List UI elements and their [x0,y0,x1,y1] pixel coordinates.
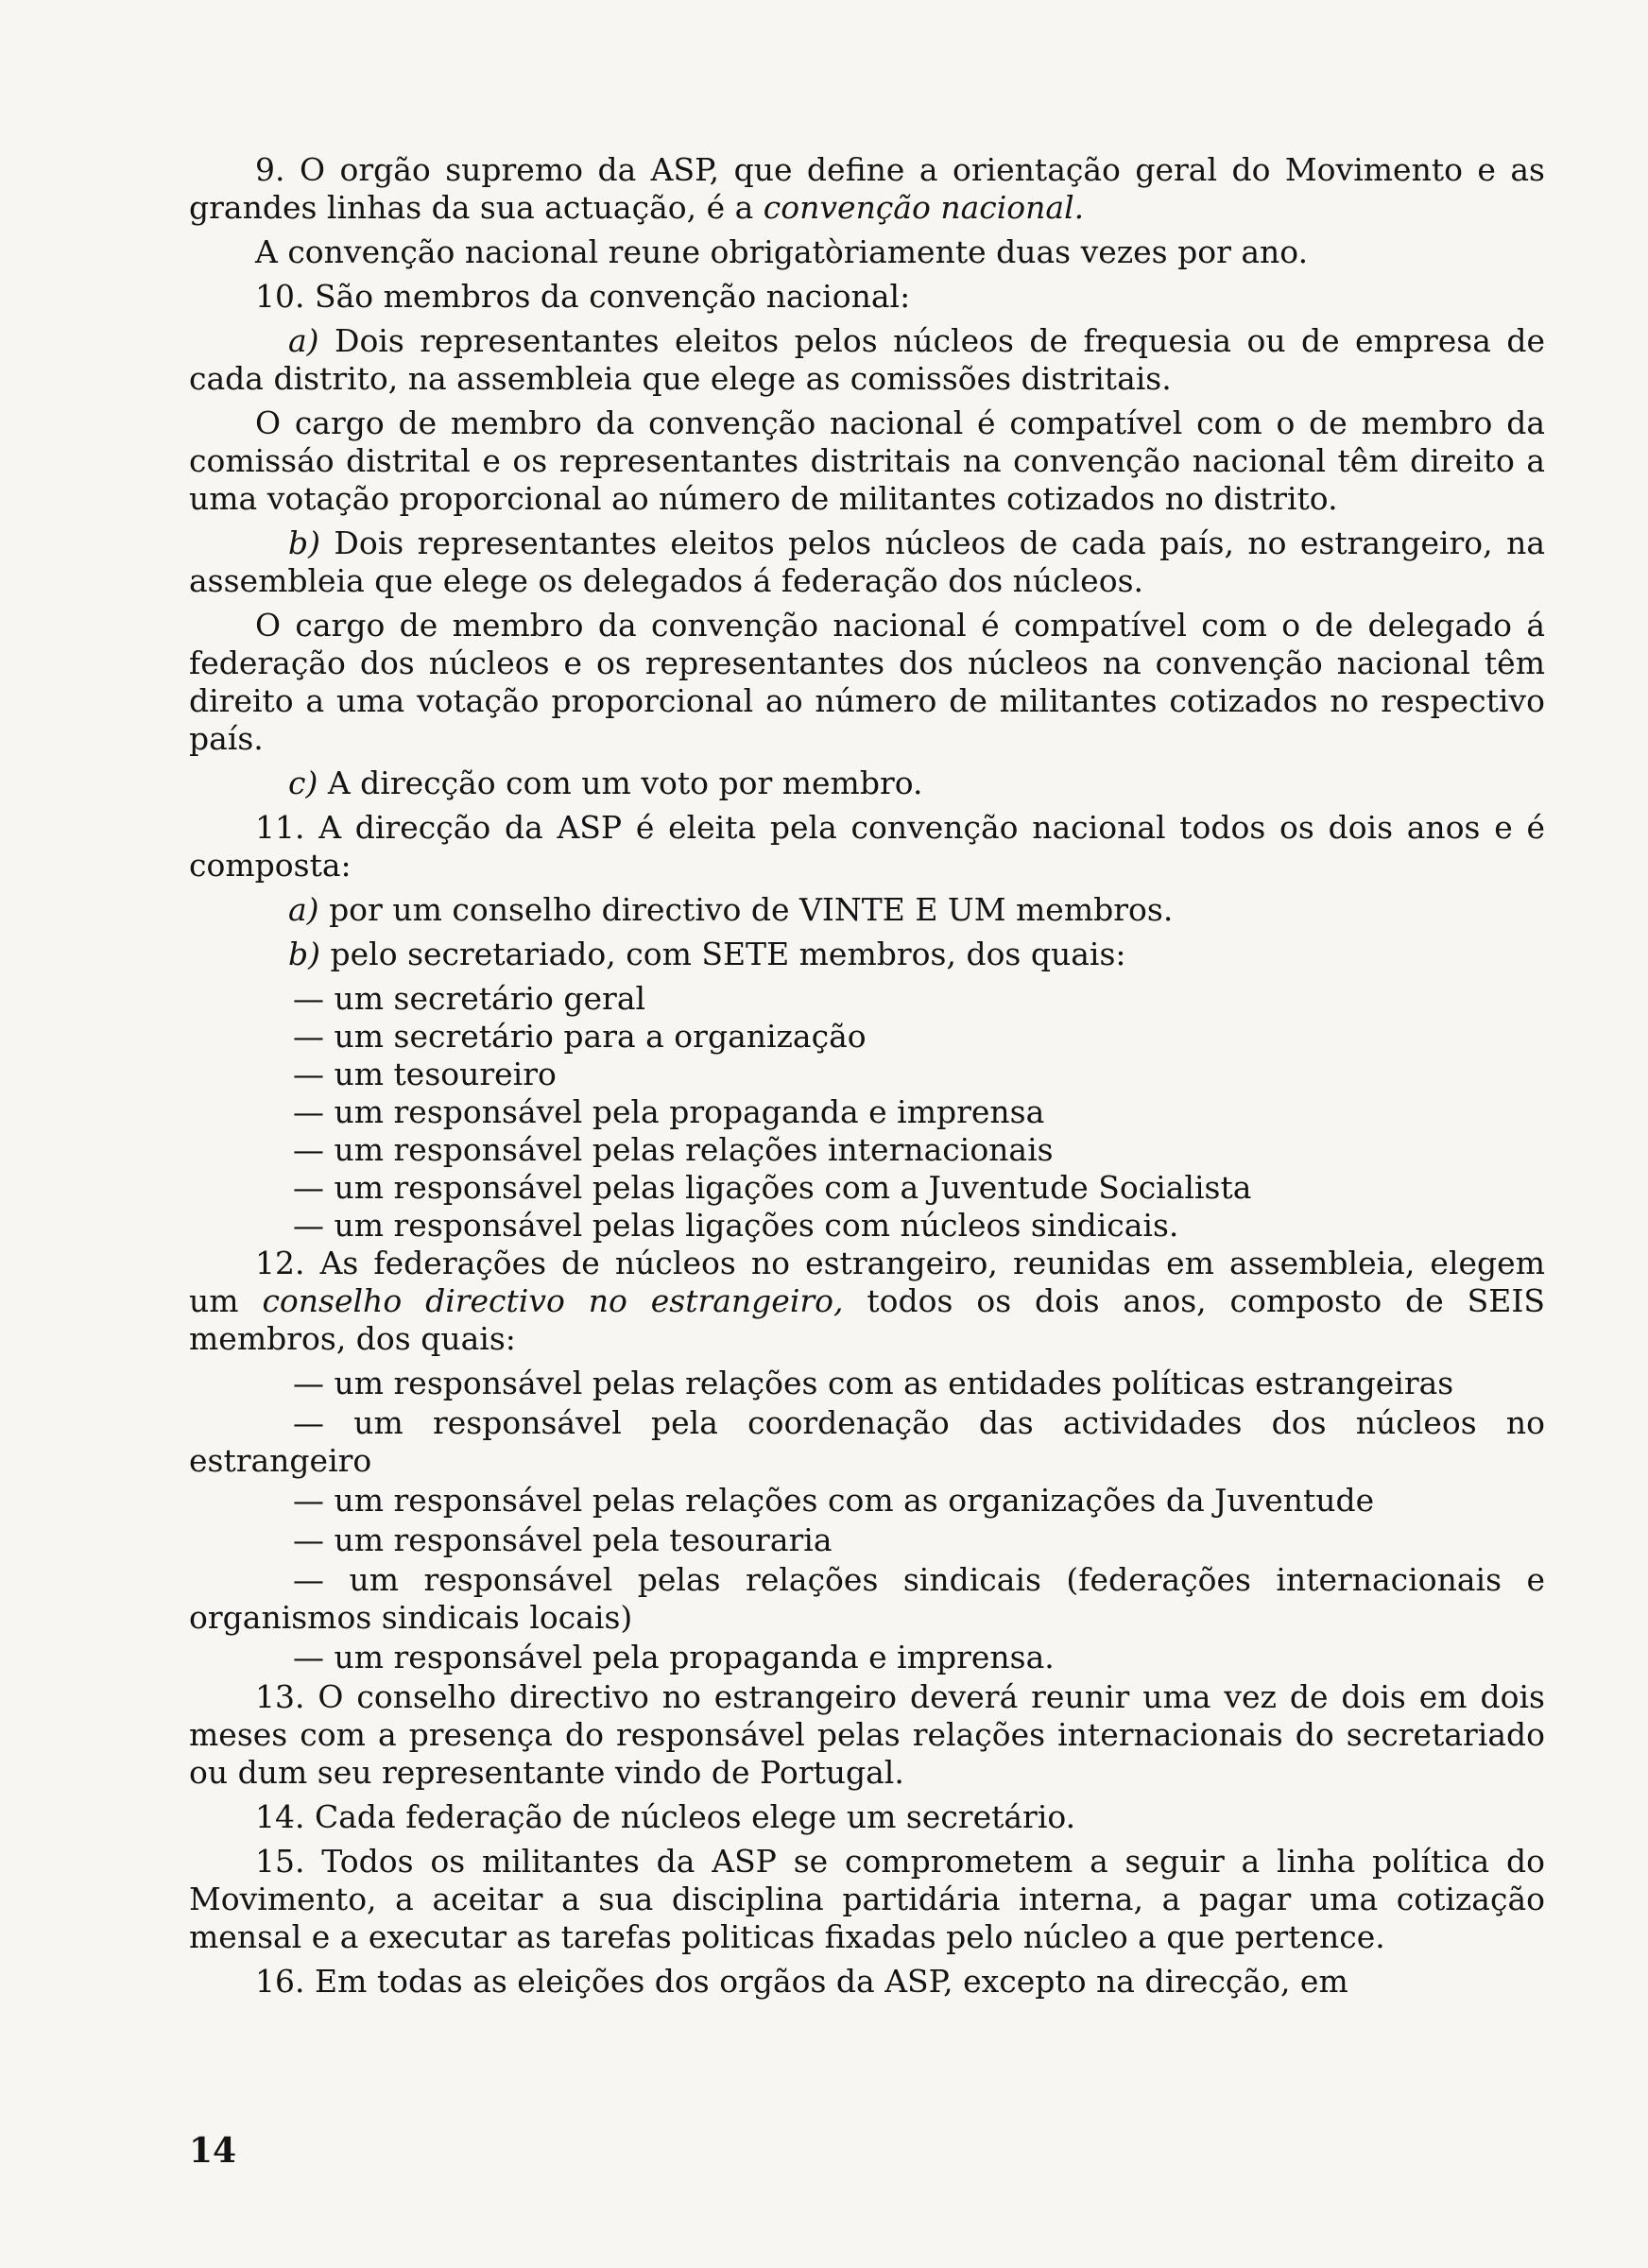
lettered-item [189,936,1545,973]
lettered-item [189,322,1545,398]
paragraph-text: A convenção nacional reune obrigatòriamente duas vezes por ano. [255,233,1309,270]
paragraph-text: O orgão supremo da ASP, que define a orientação geral do Movimento e as grandes linhas da sua actuação, é a [189,151,1545,226]
dash-list-item [189,1639,1545,1676]
paragraph-number: 11. [255,809,305,846]
list-item-text: — um responsável pelas ligações com núcleos sindicais. [293,1207,1179,1244]
list-item-text: — um tesoureiro [293,1056,557,1092]
dash-list-item [189,1207,1545,1245]
paragraph-number: 14. [255,1798,305,1835]
list-item-text: — um responsável pelas ligações com a Juventude Socialista [293,1169,1252,1206]
paragraph-number: 16. [255,1963,305,2000]
emphasis-term: conselho directivo no estrangeiro, [262,1282,844,1319]
dash-list-item [189,1404,1545,1480]
dash-list-item [189,980,1545,1018]
lettered-item [189,765,1545,802]
list-item-text: — um responsável pelas relações com as organizações da Juventude [293,1482,1375,1519]
paragraph-number: 15. [255,1843,305,1880]
list-item-text: — um secretário para a organização [293,1018,867,1055]
list-item-text: — um secretário geral [293,980,646,1017]
dash-list-item [189,1365,1545,1402]
paragraph-text: Cada federação de núcleos elege um secretário. [314,1798,1076,1835]
paragraph-text: O conselho directivo no estrangeiro deverá reunir uma vez de dois em dois meses com a presença do responsável pelas relações internacionais do secretariado ou dum seu representante vindo de Portugal. [189,1678,1545,1791]
numbered-paragraph [189,1678,1545,1792]
paragraph-text: São membros da convenção nacional: [314,278,911,315]
paragraph-number: 12. [255,1245,305,1281]
emphasis-term: convenção nacional. [763,189,1085,226]
item-letter: a) [288,322,319,359]
item-letter: a) [288,891,319,928]
numbered-paragraph [189,1963,1545,2001]
numbered-paragraph [189,151,1545,227]
list-item-text: — um responsável pela propaganda e imprensa [293,1093,1045,1130]
dash-list-item [189,1093,1545,1131]
list-item-text: — um responsável pelas relações internacionais [293,1131,1054,1168]
item-text: Dois representantes eleitos pelos núcleos de cada país, no estrangeiro, na assembleia que elege os delegados á federação dos núcleos. [189,524,1545,599]
numbered-paragraph [189,278,1545,316]
item-letter: c) [288,765,318,801]
lettered-item [189,524,1545,600]
paragraph-text: A direcção da ASP é eleita pela convenção nacional todos os dois anos e é composta: [189,809,1545,884]
paragraph-number: 9. [255,151,285,188]
dash-list-item [189,1482,1545,1520]
item-text: pelo secretariado, com SETE membros, dos quais: [330,936,1126,972]
dash-list-item [189,1521,1545,1559]
paragraph-text: O cargo de membro da convenção nacional é compatível com o de delegado á federação dos núcleos e os representantes dos núcleos na convenção nacional têm direito a uma votação proporcional ao número de militantes cotizados no respectivo país. [189,607,1545,757]
body-text [189,151,1545,2007]
dash-list-item [189,1018,1545,1056]
paragraph [189,404,1545,518]
list-item-text: — um responsável pela propaganda e imprensa. [293,1639,1055,1675]
list-item-text: — um responsável pelas relações com as entidades políticas estrangeiras [293,1365,1454,1401]
item-letter: b) [288,524,320,561]
lettered-item [189,891,1545,929]
item-text: Dois representantes eleitos pelos núcleos de frequesia ou de empresa de cada distrito, na assembleia que elege as comissões distritais. [189,322,1545,397]
dash-list-item [189,1561,1545,1637]
item-text: por um conselho directivo de VINTE E UM membros. [329,891,1174,928]
paragraph-text: Todos os militantes da ASP se comprometem a seguir a linha política do Movimento, a aceitar a sua disciplina partidária interna, a pagar uma cotização mensal e a executar as tarefas politicas fixadas pelo núcleo a que pertence. [189,1843,1545,1955]
list-item-text: — um responsável pela tesouraria [293,1521,833,1558]
numbered-paragraph [189,1798,1545,1836]
list-item-text: — um responsável pela coordenação das actividades dos núcleos no estrangeiro [189,1404,1545,1479]
dash-list-item [189,1056,1545,1093]
item-letter: b) [288,936,320,972]
paragraph-text: todos os dois anos, composto de SEIS membros, dos quais: [189,1282,1545,1357]
paragraph-text: Em todas as eleições dos orgãos da ASP, excepto na direcção, em [314,1963,1348,2000]
numbered-paragraph [189,1843,1545,1956]
paragraph-text: As federações de núcleos no estrangeiro, reunidas em assembleia, elegem um [189,1245,1545,1319]
paragraph [189,607,1545,758]
paragraph-number: 10. [255,278,305,315]
paragraph-number: 13. [255,1678,305,1715]
dash-list-item [189,1169,1545,1207]
numbered-paragraph [189,1245,1545,1358]
dash-list-item [189,1131,1545,1169]
list-item-text: — um responsável pelas relações sindicais (federações internacionais e organismos sindicais locais) [189,1561,1545,1636]
paragraph-text: O cargo de membro da convenção nacional é compatível com o de membro da comissáo distrital e os representantes distritais na convenção nacional têm direito a uma votação proporcional ao número de militantes cotizados no distrito. [189,404,1545,517]
numbered-paragraph [189,809,1545,885]
page-number: 14 [189,2131,237,2171]
item-text: A direcção com um voto por membro. [327,765,923,801]
paragraph [189,233,1545,271]
